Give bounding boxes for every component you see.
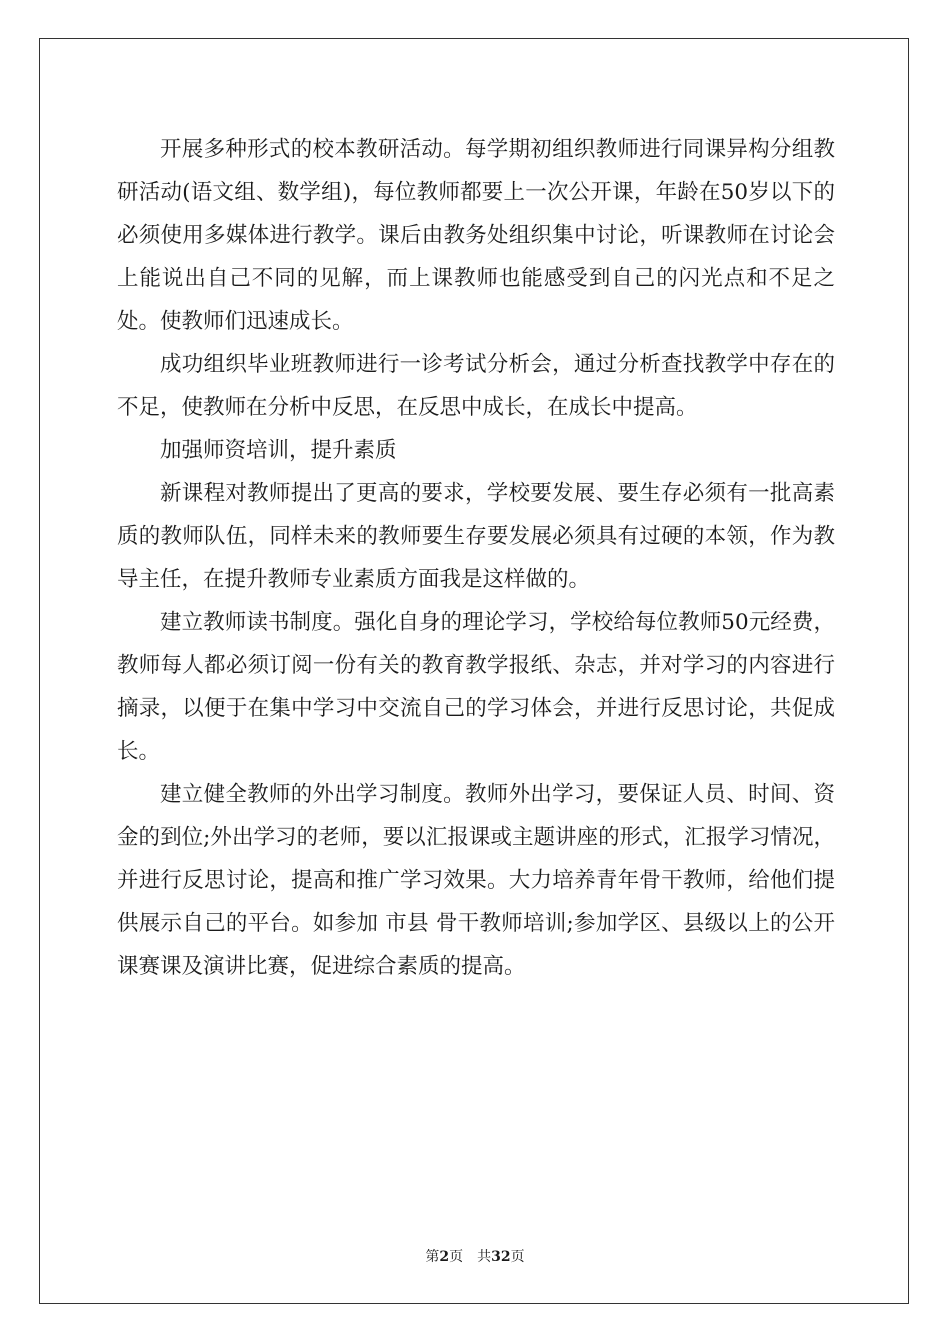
paragraph-4: 建立教师读书制度。强化自身的理论学习，学校给每位教师50元经费，教师每人都必须订阅一份有关的教育教学报纸、杂志，并对学习的内容进行摘录，以便于在集中学习中交流自己的学习体会，并进行反思讨论，共促成长。: [117, 610, 835, 764]
footer-total-unit: 页: [510, 1249, 525, 1265]
total-pages-number: 32: [491, 1249, 511, 1265]
paragraph-5: 建立健全教师的外出学习制度。教师外出学习，要保证人员、时间、资金的到位;外出学习的老师，要以汇报课或主题讲座的形式，汇报学习情况，并进行反思讨论，提高和推广学习效果。大力培养青年骨干教师，给他们提供展示自己的平台。如参加 市县 骨干教师培训;参加学区、县级以上的公开课赛课及演讲比赛，促进综合素质的提高。: [117, 782, 835, 979]
footer-total-prefix: 共: [477, 1249, 492, 1265]
footer-prefix: 第: [425, 1249, 440, 1265]
paragraph-1: 开展多种形式的校本教研活动。每学期初组织教师进行同课异构分组教研活动(语文组、数学组)，每位教师都要上一次公开课，年龄在50岁以下的必须使用多媒体进行教学。课后由教务处组织集中讨论，听课教师在讨论会上能说出自己不同的见解，而上课教师也能感受到自己的闪光点和不足之处。使教师们迅速成长。: [117, 137, 835, 334]
paragraph-2: 成功组织毕业班教师进行一诊考试分析会，通过分析查找教学中存在的不足，使教师在分析中反思，在反思中成长，在成长中提高。: [117, 352, 835, 420]
current-page-number: 2: [439, 1249, 450, 1265]
footer-page-unit: 页: [449, 1249, 464, 1265]
document-body: [117, 128, 835, 988]
paragraph-3: 新课程对教师提出了更高的要求，学校要发展、要生存必须有一批高素质的教师队伍，同样未来的教师要生存要发展必须具有过硬的本领，作为教导主任，在提升教师专业素质方面我是这样做的。: [117, 481, 835, 592]
page-footer: [0, 1246, 950, 1266]
section-heading: 加强师资培训，提升素质: [160, 438, 397, 463]
